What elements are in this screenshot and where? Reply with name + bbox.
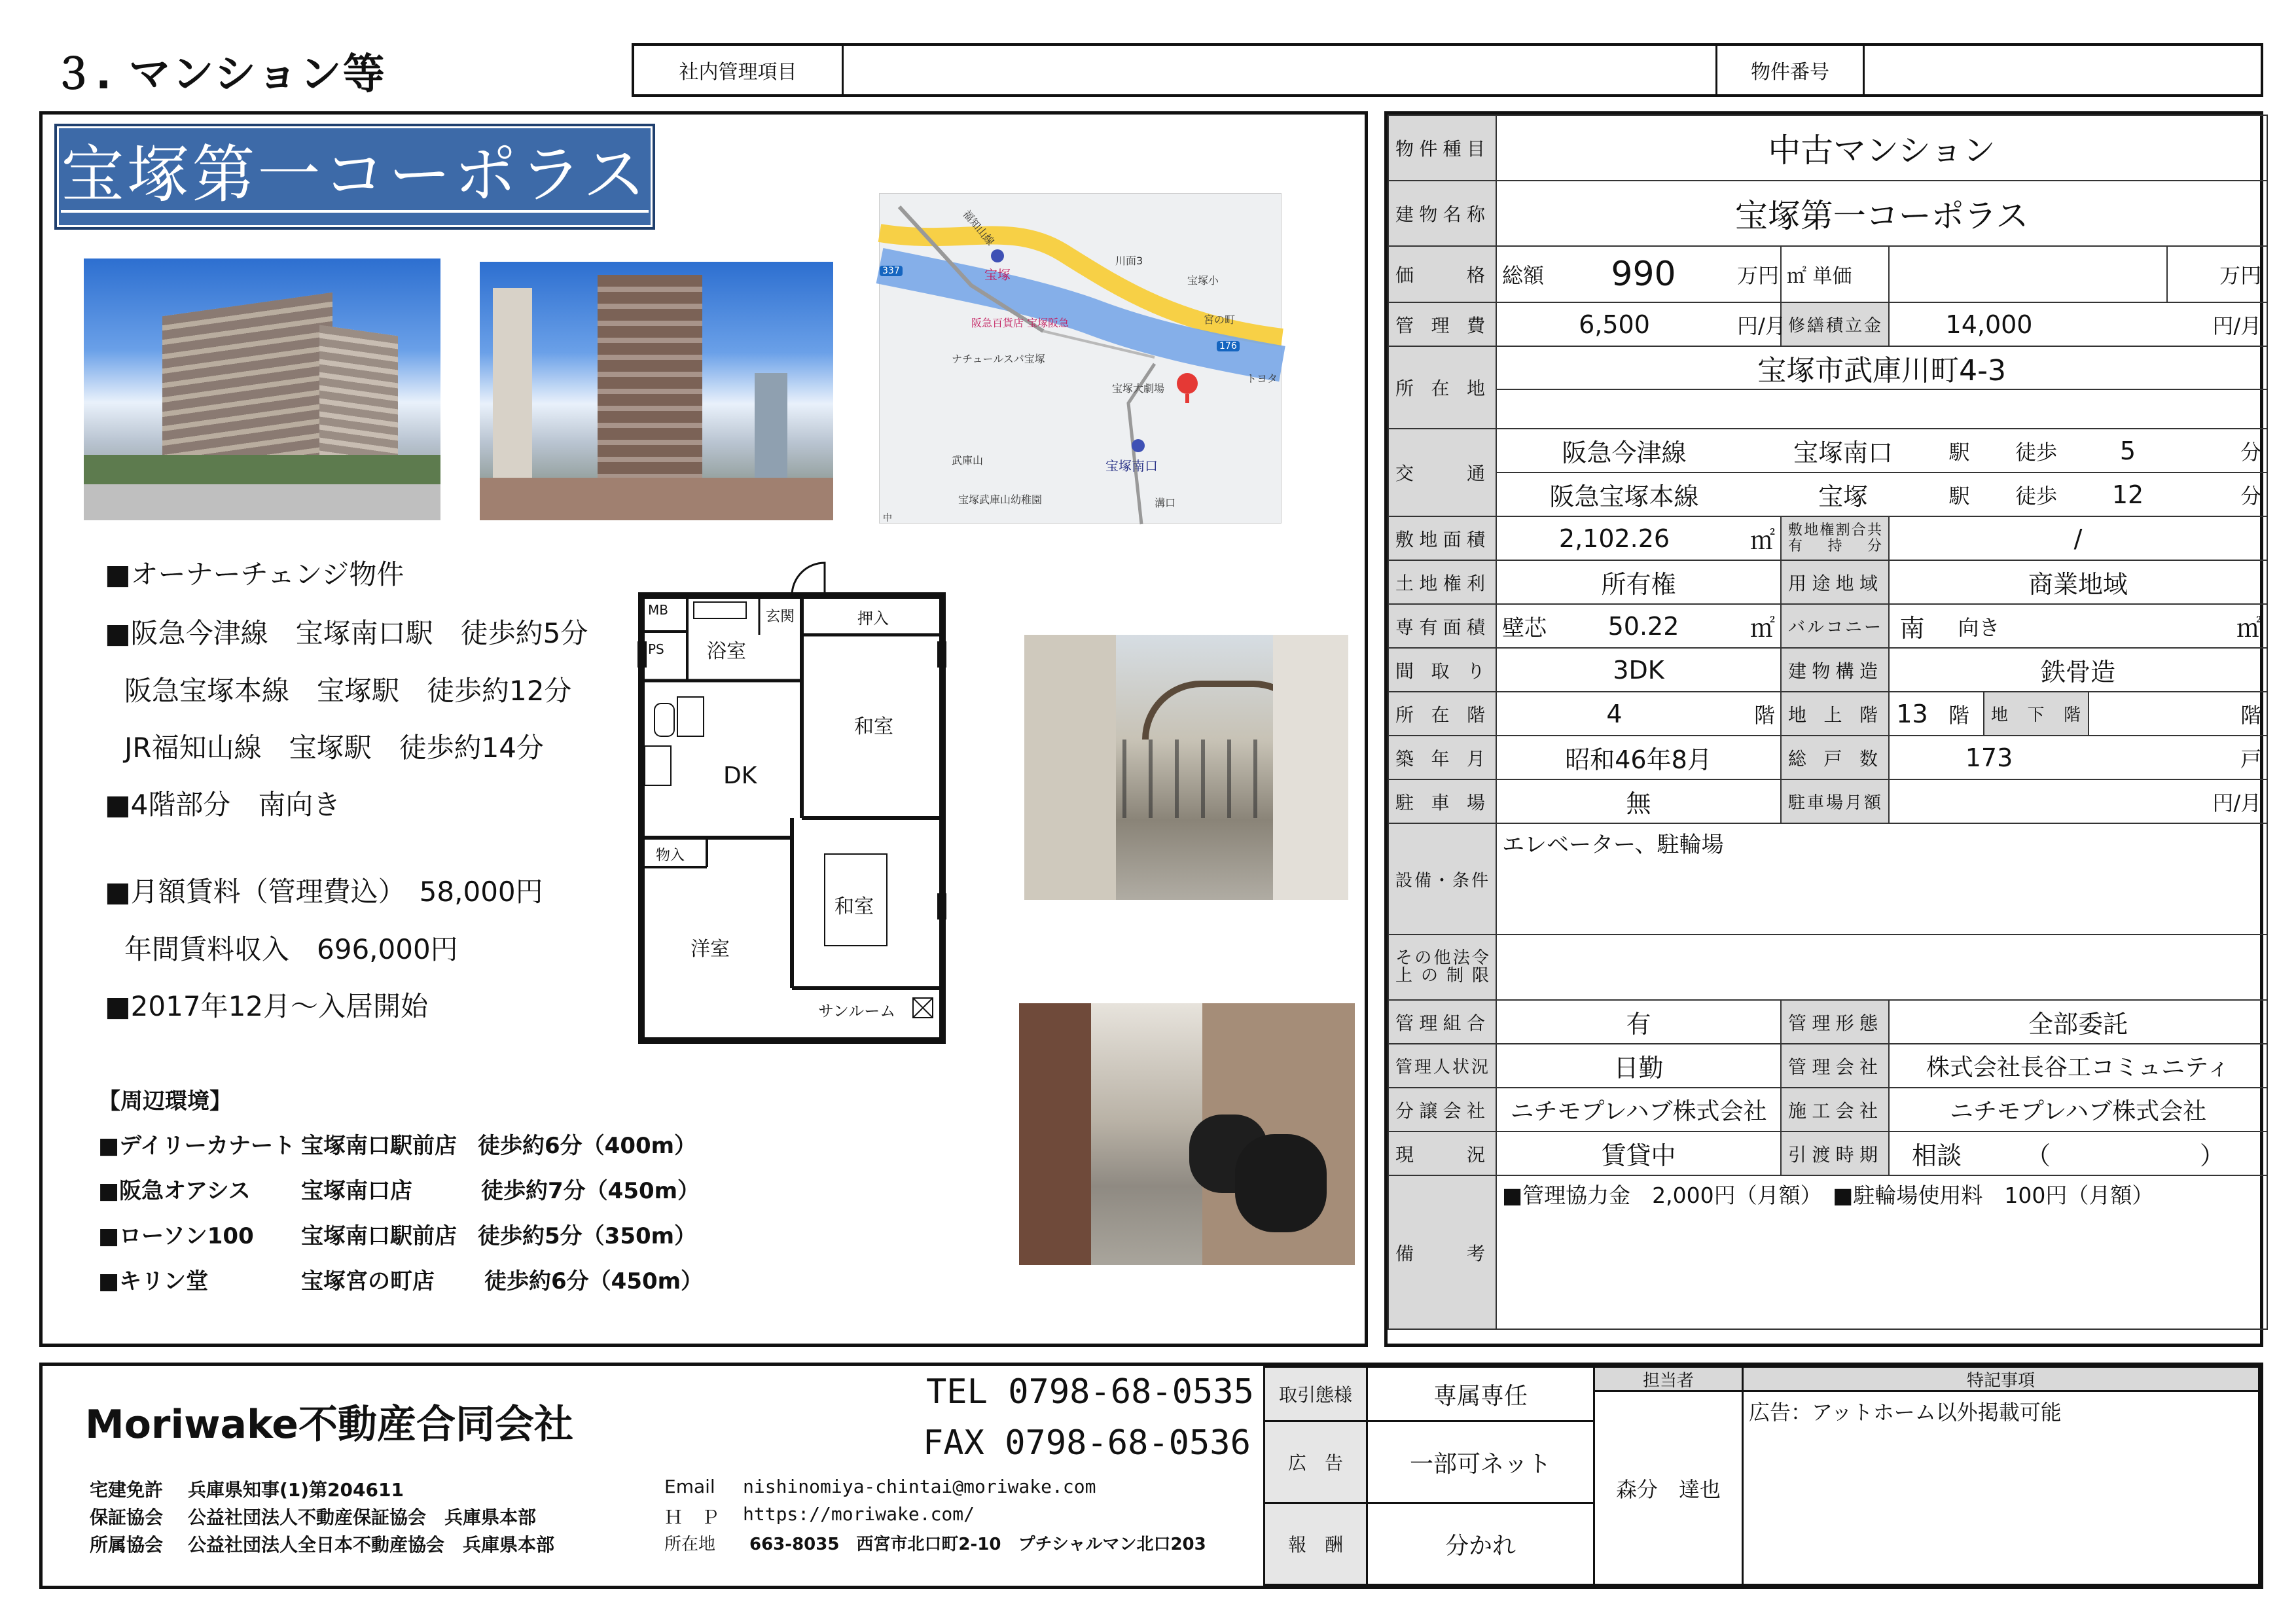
label-unit-price: 単価: [1812, 265, 1852, 288]
value-structure: 鉄骨造: [1889, 648, 2267, 692]
value-site-area: 2,102.26: [1496, 516, 1732, 560]
unit-area: ㎡: [1732, 604, 1781, 648]
label-name: 建物名称: [1388, 181, 1496, 246]
value-zone: 商業地域: [1889, 560, 2267, 604]
fp-mb: MB: [648, 602, 668, 618]
map-label-naka: 中: [883, 513, 892, 524]
traffic-toho-0: 徒歩: [1984, 429, 2089, 473]
label-units: 総戸数: [1781, 736, 1889, 779]
bullet-access-3: JR福知山線 宝塚駅 徒歩約14分: [124, 732, 545, 764]
value-built: 昭和46年8月: [1496, 736, 1781, 779]
value-notes: ■管理協力金 2,000円（月額） ■駐輪場使用料 100円（月額）: [1496, 1175, 2267, 1329]
unit-balcony: ㎡: [2023, 604, 2267, 648]
special-value: 広告：アットホーム以外掲載可能: [1742, 1390, 2260, 1586]
env-store-2: 宝塚南口駅前店: [301, 1223, 457, 1249]
unit-yen-month-3: 円/月: [2089, 779, 2267, 823]
value-above-floors: 13: [1889, 692, 1935, 736]
map-label-school: 宝塚小: [1187, 274, 1219, 287]
fp-bath: 浴室: [707, 640, 746, 663]
label-form: 管理形態: [1781, 1000, 1889, 1044]
map-label-spa: ナチュールスパ宝塚: [952, 353, 1045, 365]
building-title: 宝塚第一コーポラス: [61, 138, 649, 212]
map-label-mizoguchi: 溝口: [1155, 497, 1176, 509]
fp-washitsu-1: 和室: [854, 715, 893, 738]
license-label: 宅建免許: [90, 1479, 164, 1501]
traffic-fun-0: 分: [2167, 429, 2267, 473]
value-builder: ニチモプレハブ株式会社: [1889, 1088, 2267, 1132]
fp-genkan: 玄関: [766, 609, 795, 625]
mgmt-label: 社内管理項目: [634, 46, 844, 94]
label-share: 敷地権割合共有持分: [1781, 516, 1889, 560]
value-unit-price: [1889, 246, 2167, 302]
label-seller: 分譲会社: [1388, 1088, 1496, 1132]
motorcycle-parking-photo: [1019, 1003, 1355, 1265]
env-store-1: 宝塚南口店: [301, 1178, 412, 1204]
floor-plan: [635, 550, 988, 1047]
management-bar: [632, 43, 2263, 97]
office-address-value: 663-8035 西宮市北口町2-10 プチシャルマン北口203: [749, 1535, 1206, 1554]
map-route-337: 337: [880, 266, 903, 276]
license-value: 兵庫県知事(1)第204611: [188, 1479, 404, 1501]
bullet-access-1: ■阪急今津線 宝塚南口駅 徒歩約5分: [105, 617, 588, 649]
ad-value: 一部可ネット: [1366, 1420, 1595, 1504]
label-traffic: 交通: [1388, 429, 1496, 516]
value-parking: 無: [1496, 779, 1781, 823]
email-value[interactable]: nishinomiya-chintai@moriwake.com: [743, 1476, 1096, 1497]
label-land-right: 土地権利: [1388, 560, 1496, 604]
label-union: 管理組合: [1388, 1000, 1496, 1044]
bullet-rent: ■月額賃料（管理費込） 58,000円: [105, 876, 543, 908]
unit-yen-month-2: 円/月: [2089, 302, 2267, 346]
label-price: 価格: [1388, 246, 1496, 302]
label-delivery: 引渡時期: [1781, 1132, 1889, 1175]
label-parking: 駐車場: [1388, 779, 1496, 823]
label-area: 専有面積: [1388, 604, 1496, 648]
label-management-company: 管理会社: [1781, 1044, 1889, 1088]
label-muki: 向き: [1935, 604, 2023, 648]
company-tel: TEL 0798-68-0535: [926, 1372, 1254, 1412]
label-built: 築年月: [1388, 736, 1496, 779]
unit-man-en-2: 万円: [2167, 246, 2267, 302]
building-title-box: [54, 124, 655, 230]
env-title: 【周辺環境】: [98, 1088, 232, 1115]
value-kanri: 6,500: [1496, 302, 1732, 346]
value-form: 全部委託: [1889, 1000, 2267, 1044]
bullet-floor: ■4階部分 南向き: [105, 789, 341, 821]
value-price: 990: [1555, 246, 1732, 302]
fp-washitsu-2: 和室: [834, 895, 874, 918]
price-sqm-block: [1781, 246, 1889, 302]
value-name: 宝塚第一コーポラス: [1496, 181, 2267, 246]
spec-table: [1388, 115, 2268, 1330]
traffic-line-1: 阪急宝塚本線: [1496, 473, 1751, 516]
email-label: Email: [664, 1476, 715, 1497]
label-manager-status: 管理人状況: [1388, 1044, 1496, 1088]
traffic-line-0: 阪急今津線: [1496, 429, 1751, 473]
staff-label: 担当者: [1593, 1366, 1744, 1392]
unit-kai-3: 階: [2167, 692, 2267, 736]
bullet-access-2: 阪急宝塚本線 宝塚駅 徒歩約12分: [124, 675, 572, 707]
hp-value[interactable]: https://moriwake.com/: [743, 1503, 975, 1525]
bullet-annual-income: 年間賃料収入 696,000円: [124, 933, 458, 965]
traffic-station-0: 宝塚南口: [1751, 429, 1935, 473]
property-no-value: [1865, 46, 2261, 94]
fp-monoire: 物入: [656, 847, 685, 864]
value-status: 賃貸中: [1496, 1132, 1781, 1175]
property-no-label: 物件番号: [1717, 46, 1865, 94]
building-photo-1: [84, 259, 440, 520]
mgmt-value: [844, 46, 1717, 94]
location-map: [879, 193, 1282, 524]
unit-yen-month: 円/月: [1732, 302, 1781, 346]
label-zone: 用途地域: [1781, 560, 1889, 604]
fp-dk: DK: [723, 762, 757, 789]
deal-value: 専属専任: [1366, 1366, 1595, 1422]
bicycle-parking-photo: [1024, 635, 1348, 900]
unit-sqm: ㎡: [1787, 265, 1806, 288]
env-dist-2: 徒歩約5分（350m）: [478, 1223, 697, 1249]
label-balcony: バルコニー: [1781, 604, 1889, 648]
fee-value: 分かれ: [1366, 1502, 1595, 1586]
map-label-mukoyama: 武庫山: [952, 454, 984, 467]
value-share: /: [1889, 516, 2267, 560]
map-label-takarazuka: 宝塚: [984, 267, 1011, 283]
special-label: 特記事項: [1742, 1366, 2260, 1392]
map-label-kindergarten: 宝塚武庫山幼稚園: [958, 493, 1043, 506]
value-units: 173: [1889, 736, 2089, 779]
unit-kai: 階: [1732, 692, 1781, 736]
label-builder: 施工会社: [1781, 1088, 1889, 1132]
map-label-hankyu-dept: 阪急百貨店 宝塚阪急: [971, 317, 1069, 329]
company-name: Moriwake不動産合同会社: [85, 1402, 573, 1448]
fp-yoshitsu: 洋室: [691, 938, 730, 961]
label-law: その他法令上の制限: [1388, 935, 1496, 1000]
value-floor: 4: [1496, 692, 1732, 736]
value-balcony-dir: 南: [1889, 604, 1935, 648]
unit-ko: 戸: [2089, 736, 2267, 779]
building-photo-2: [480, 262, 833, 520]
label-equipment: 設備・条件: [1388, 823, 1496, 935]
env-name-0: ■デイリーカナート: [98, 1133, 296, 1159]
traffic-fun-1: 分: [2167, 473, 2267, 516]
value-area-kind: 壁芯: [1496, 604, 1555, 648]
map-label-toyota: トヨタ: [1246, 372, 1278, 385]
traffic-station-1: 宝塚: [1751, 473, 1935, 516]
map-label-kawamo: 川面3: [1115, 255, 1143, 267]
label-shuzen: 修繕積立金: [1781, 302, 1889, 346]
traffic-eki-0: 駅: [1935, 429, 1984, 473]
map-route-176: 176: [1217, 341, 1240, 351]
label-site-area: 敷地面積: [1388, 516, 1496, 560]
company-fax: FAX 0798-68-0536: [923, 1423, 1251, 1463]
fp-oshiire: 押入: [857, 609, 889, 628]
traffic-eki-1: 駅: [1935, 473, 1984, 516]
bullet-move-in: ■2017年12月～入居開始: [105, 990, 429, 1022]
traffic-min-1: 12: [2089, 473, 2167, 516]
value-parking-fee: [1889, 779, 2089, 823]
env-store-0: 宝塚南口駅前店: [301, 1133, 457, 1159]
label-below-floors: 地下階: [1984, 692, 2089, 736]
value-delivery-paren: （ ）: [1984, 1132, 2267, 1175]
section-title: ３. マンション等: [52, 50, 386, 99]
assoc-value: 公益社団法人全日本不動産協会 兵庫県本部: [188, 1534, 555, 1556]
unit-site-area: ㎡: [1732, 516, 1781, 560]
property-summary-panel: [39, 111, 1368, 1347]
hp-label: Ｈ Ｐ: [664, 1507, 720, 1528]
value-management-company: 株式会社長谷工コミュニティ: [1889, 1044, 2267, 1088]
value-type: 中古マンション: [1496, 115, 2267, 181]
traffic-toho-1: 徒歩: [1984, 473, 2089, 516]
map-label-theater: 宝塚大劇場: [1112, 382, 1165, 395]
ad-label: 広 告: [1263, 1420, 1368, 1504]
deal-label: 取引態様: [1263, 1366, 1368, 1422]
address-blank: [1496, 389, 2267, 429]
env-store-3: 宝塚宮の町店: [301, 1268, 435, 1294]
traffic-min-0: 5: [2089, 429, 2167, 473]
label-structure: 建物構造: [1781, 648, 1889, 692]
label-total: 総額: [1496, 246, 1555, 302]
value-union: 有: [1496, 1000, 1781, 1044]
guarantee-label: 保証協会: [90, 1507, 164, 1528]
value-delivery: 相談: [1889, 1132, 1984, 1175]
map-label-miyanomachi: 宮の町: [1204, 313, 1236, 326]
map-label-fukuchiyama: 福知山線: [960, 207, 997, 248]
label-parking-fee: 駐車場月額: [1781, 779, 1889, 823]
value-land-right: 所有権: [1496, 560, 1781, 604]
fee-label: 報 酬: [1263, 1502, 1368, 1586]
office-address-label: 所在地: [664, 1535, 716, 1554]
unit-kai-2: 階: [1935, 692, 1984, 736]
value-shuzen: 14,000: [1889, 302, 2089, 346]
value-area: 50.22: [1555, 604, 1732, 648]
env-name-2: ■ローソン100: [98, 1223, 254, 1249]
assoc-label: 所属協会: [90, 1534, 164, 1556]
env-name-1: ■阪急オアシス: [98, 1178, 251, 1204]
value-manager-status: 日勤: [1496, 1044, 1781, 1088]
spec-table-panel: [1384, 111, 2263, 1347]
value-seller: ニチモプレハブ株式会社: [1496, 1088, 1781, 1132]
label-notes: 備考: [1388, 1175, 1496, 1329]
guarantee-value: 公益社団法人不動産保証協会 兵庫県本部: [188, 1507, 537, 1528]
env-dist-1: 徒歩約7分（450m）: [481, 1178, 700, 1204]
label-address: 所在地: [1388, 346, 1496, 429]
env-name-3: ■キリン堂: [98, 1268, 209, 1294]
unit-man-en: 万円: [1732, 246, 1781, 302]
fp-sunroom: サンルーム: [818, 1002, 896, 1020]
value-below-floors: [2089, 692, 2167, 736]
value-law: [1496, 935, 2267, 1000]
label-floor: 所在階: [1388, 692, 1496, 736]
map-label-takarazuka-minamiguchi: 宝塚南口: [1105, 458, 1158, 474]
env-dist-3: 徒歩約6分（450m）: [484, 1268, 704, 1294]
value-layout: 3DK: [1496, 648, 1781, 692]
env-dist-0: 徒歩約6分（400m）: [478, 1133, 697, 1159]
footer: [39, 1363, 2263, 1589]
label-kanri: 管理費: [1388, 302, 1496, 346]
label-layout: 間取り: [1388, 648, 1496, 692]
staff-value: 森分 達也: [1593, 1390, 1744, 1586]
bullet-owner-change: ■オーナーチェンジ物件: [105, 558, 404, 590]
value-equipment: エレベーター、駐輪場: [1496, 823, 2267, 935]
value-address: 宝塚市武庫川町4-3: [1496, 346, 2267, 389]
fp-ps: PS: [648, 641, 664, 657]
label-above-floors: 地上階: [1781, 692, 1889, 736]
label-type: 物件種目: [1388, 115, 1496, 181]
label-status: 現況: [1388, 1132, 1496, 1175]
